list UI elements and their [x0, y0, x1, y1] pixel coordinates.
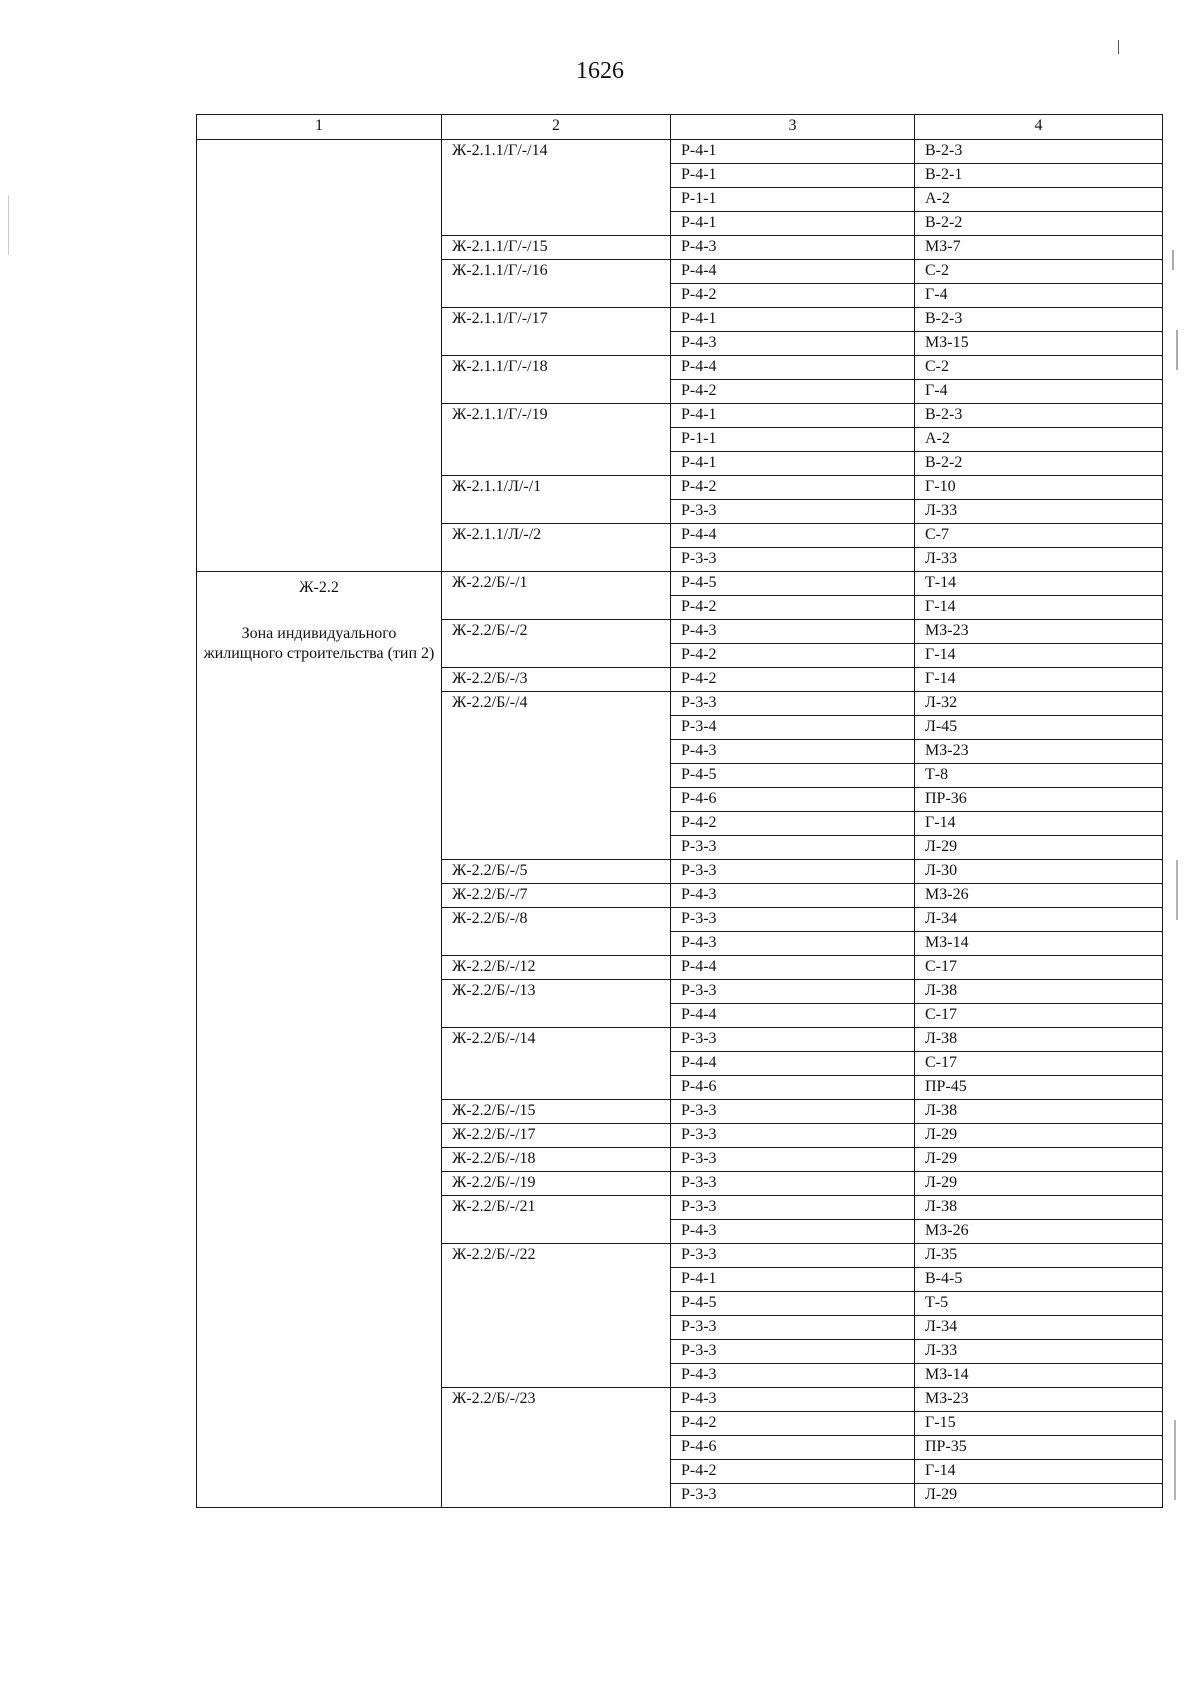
parameter-code: Л-30 [915, 860, 1163, 884]
header-col-3: 3 [671, 115, 915, 140]
subzone-code: Ж-2.2/Б/-/19 [442, 1172, 671, 1196]
subzone-code: Ж-2.2/Б/-/3 [442, 668, 671, 692]
parameter-code: Л-29 [915, 836, 1163, 860]
parameter-code: А-2 [915, 428, 1163, 452]
parameter-code: Т-5 [915, 1292, 1163, 1316]
subzone-code: Ж-2.1.1/Л/-/2 [442, 524, 671, 572]
regulation-code: Р-4-5 [671, 572, 915, 596]
subzone-code: Ж-2.1.1/Г/-/14 [442, 140, 671, 236]
parameter-code: МЗ-23 [915, 740, 1163, 764]
regulation-code: Р-4-3 [671, 332, 915, 356]
parameter-code: В-4-5 [915, 1268, 1163, 1292]
regulation-code: Р-4-3 [671, 932, 915, 956]
subzone-code: Ж-2.1.1/Г/-/15 [442, 236, 671, 260]
regulation-code: Р-4-2 [671, 1460, 915, 1484]
subzone-code: Ж-2.1.1/Г/-/18 [442, 356, 671, 404]
parameter-code: МЗ-23 [915, 1388, 1163, 1412]
parameter-code: Л-29 [915, 1148, 1163, 1172]
parameter-code: ПР-45 [915, 1076, 1163, 1100]
parameter-code: Л-33 [915, 1340, 1163, 1364]
parameter-code: МЗ-26 [915, 1220, 1163, 1244]
parameter-code: В-2-3 [915, 404, 1163, 428]
regulation-code: Р-3-3 [671, 1316, 915, 1340]
parameter-code: Л-29 [915, 1124, 1163, 1148]
parameter-code: Л-29 [915, 1172, 1163, 1196]
regulation-code: Р-4-5 [671, 1292, 915, 1316]
parameter-code: С-7 [915, 524, 1163, 548]
subzone-code: Ж-2.2/Б/-/8 [442, 908, 671, 956]
parameter-code: Г-14 [915, 668, 1163, 692]
parameter-code: Г-14 [915, 812, 1163, 836]
scan-artifact [1174, 1420, 1176, 1500]
parameter-code: Г-14 [915, 644, 1163, 668]
parameter-code: Л-33 [915, 548, 1163, 572]
regulation-code: Р-3-3 [671, 1172, 915, 1196]
parameter-code: Л-34 [915, 908, 1163, 932]
parameter-code: В-2-2 [915, 212, 1163, 236]
regulation-code: Р-3-4 [671, 716, 915, 740]
page-number: 1626 [576, 58, 624, 84]
regulation-code: Р-4-5 [671, 764, 915, 788]
regulation-code: Р-4-2 [671, 644, 915, 668]
parameter-code: С-17 [915, 1052, 1163, 1076]
parameter-code: Л-29 [915, 1484, 1163, 1508]
parameter-code: Л-35 [915, 1244, 1163, 1268]
regulation-code: Р-3-3 [671, 692, 915, 716]
regulation-code: Р-4-1 [671, 164, 915, 188]
parameter-code: МЗ-14 [915, 1364, 1163, 1388]
parameter-code: МЗ-26 [915, 884, 1163, 908]
subzone-code: Ж-2.2/Б/-/23 [442, 1388, 671, 1508]
subzone-code: Ж-2.2/Б/-/12 [442, 956, 671, 980]
subzone-code: Ж-2.1.1/Г/-/19 [442, 404, 671, 476]
regulation-code: Р-4-3 [671, 1388, 915, 1412]
regulation-code: Р-3-3 [671, 500, 915, 524]
parameter-code: Л-38 [915, 1028, 1163, 1052]
subzone-code: Ж-2.2/Б/-/17 [442, 1124, 671, 1148]
parameter-code: С-2 [915, 260, 1163, 284]
parameter-code: Л-32 [915, 692, 1163, 716]
regulation-code: Р-3-3 [671, 836, 915, 860]
parameter-code: А-2 [915, 188, 1163, 212]
regulation-code: Р-4-3 [671, 620, 915, 644]
subzone-code: Ж-2.1.1/Л/-/1 [442, 476, 671, 524]
parameter-code: Г-4 [915, 284, 1163, 308]
parameter-code: ПР-35 [915, 1436, 1163, 1460]
subzone-code: Ж-2.2/Б/-/4 [442, 692, 671, 860]
regulation-code: Р-4-2 [671, 1412, 915, 1436]
subzone-code: Ж-2.2/Б/-/7 [442, 884, 671, 908]
parameter-code: В-2-2 [915, 452, 1163, 476]
subzone-code: Ж-2.2/Б/-/5 [442, 860, 671, 884]
regulation-code: Р-4-3 [671, 1364, 915, 1388]
regulation-code: Р-1-1 [671, 428, 915, 452]
parameter-code: Г-4 [915, 380, 1163, 404]
regulation-code: Р-3-3 [671, 1196, 915, 1220]
parameter-code: Т-14 [915, 572, 1163, 596]
regulation-code: Р-3-3 [671, 1028, 915, 1052]
regulation-code: Р-1-1 [671, 188, 915, 212]
subzone-code: Ж-2.2/Б/-/18 [442, 1148, 671, 1172]
parameter-code: Г-10 [915, 476, 1163, 500]
parameter-code: Т-8 [915, 764, 1163, 788]
parameter-code: С-2 [915, 356, 1163, 380]
regulation-code: Р-3-3 [671, 548, 915, 572]
subzone-code: Ж-2.1.1/Г/-/17 [442, 308, 671, 356]
parameter-code: Л-38 [915, 1100, 1163, 1124]
parameter-code: МЗ-23 [915, 620, 1163, 644]
parameter-code: Г-14 [915, 1460, 1163, 1484]
header-col-4: 4 [915, 115, 1163, 140]
parameter-code: Г-15 [915, 1412, 1163, 1436]
regulation-code: Р-4-2 [671, 596, 915, 620]
scan-artifact [1118, 40, 1119, 54]
regulation-code: Р-4-6 [671, 788, 915, 812]
parameter-code: В-2-3 [915, 308, 1163, 332]
scan-artifact [1176, 330, 1178, 370]
subzone-code: Ж-2.1.1/Г/-/16 [442, 260, 671, 308]
regulation-code: Р-3-3 [671, 908, 915, 932]
zone-description: Зона индивидуального жилищного строительства (тип 2) [203, 625, 435, 662]
regulation-code: Р-3-3 [671, 1340, 915, 1364]
regulation-code: Р-4-2 [671, 476, 915, 500]
parameter-code: Л-38 [915, 1196, 1163, 1220]
parameter-code: МЗ-15 [915, 332, 1163, 356]
table-row [197, 572, 1163, 596]
subzone-code: Ж-2.2/Б/-/14 [442, 1028, 671, 1100]
zone-title: Ж-2.2 [299, 579, 339, 596]
zoning-table [196, 114, 1163, 1508]
regulation-code: Р-4-2 [671, 812, 915, 836]
subzone-code: Ж-2.2/Б/-/21 [442, 1196, 671, 1244]
parameter-code: С-17 [915, 1004, 1163, 1028]
regulation-code: Р-4-1 [671, 308, 915, 332]
header-col-2: 2 [442, 115, 671, 140]
regulation-code: Р-4-4 [671, 260, 915, 284]
zone-cell [197, 572, 442, 1508]
regulation-code: Р-3-3 [671, 1148, 915, 1172]
regulation-code: Р-4-6 [671, 1436, 915, 1460]
regulation-code: Р-4-1 [671, 1268, 915, 1292]
regulation-code: Р-3-3 [671, 1484, 915, 1508]
regulation-code: Р-4-2 [671, 380, 915, 404]
regulation-code: Р-3-3 [671, 1124, 915, 1148]
regulation-code: Р-3-3 [671, 1244, 915, 1268]
regulation-code: Р-4-2 [671, 284, 915, 308]
regulation-code: Р-4-2 [671, 668, 915, 692]
regulation-code: Р-4-3 [671, 1220, 915, 1244]
table-row [197, 140, 1163, 164]
regulation-code: Р-4-4 [671, 1004, 915, 1028]
regulation-code: Р-4-4 [671, 356, 915, 380]
subzone-code: Ж-2.2/Б/-/13 [442, 980, 671, 1028]
scan-artifact [1176, 860, 1178, 920]
parameter-code: В-2-3 [915, 140, 1163, 164]
parameter-code: МЗ-14 [915, 932, 1163, 956]
regulation-code: Р-3-3 [671, 1100, 915, 1124]
zone-cell [197, 140, 442, 572]
parameter-code: Л-34 [915, 1316, 1163, 1340]
table-body [197, 140, 1163, 1508]
header-col-1: 1 [197, 115, 442, 140]
subzone-code: Ж-2.2/Б/-/15 [442, 1100, 671, 1124]
regulation-code: Р-3-3 [671, 860, 915, 884]
parameter-code: Л-33 [915, 500, 1163, 524]
parameter-code: В-2-1 [915, 164, 1163, 188]
regulation-code: Р-3-3 [671, 980, 915, 1004]
regulation-code: Р-4-3 [671, 884, 915, 908]
subzone-code: Ж-2.2/Б/-/1 [442, 572, 671, 620]
regulation-code: Р-4-4 [671, 956, 915, 980]
regulation-code: Р-4-1 [671, 140, 915, 164]
header-row [197, 115, 1163, 140]
subzone-code: Ж-2.2/Б/-/2 [442, 620, 671, 668]
parameter-code: Г-14 [915, 596, 1163, 620]
regulation-code: Р-4-1 [671, 452, 915, 476]
regulation-code: Р-4-4 [671, 524, 915, 548]
parameter-code: Л-45 [915, 716, 1163, 740]
parameter-code: С-17 [915, 956, 1163, 980]
parameter-code: Л-38 [915, 980, 1163, 1004]
regulation-code: Р-4-1 [671, 404, 915, 428]
subzone-code: Ж-2.2/Б/-/22 [442, 1244, 671, 1388]
scan-artifact [8, 195, 9, 255]
regulation-code: Р-4-3 [671, 740, 915, 764]
regulation-code: Р-4-1 [671, 212, 915, 236]
scan-artifact [1172, 250, 1174, 270]
parameter-code: МЗ-7 [915, 236, 1163, 260]
regulation-code: Р-4-6 [671, 1076, 915, 1100]
parameter-code: ПР-36 [915, 788, 1163, 812]
regulation-code: Р-4-3 [671, 236, 915, 260]
regulation-code: Р-4-4 [671, 1052, 915, 1076]
